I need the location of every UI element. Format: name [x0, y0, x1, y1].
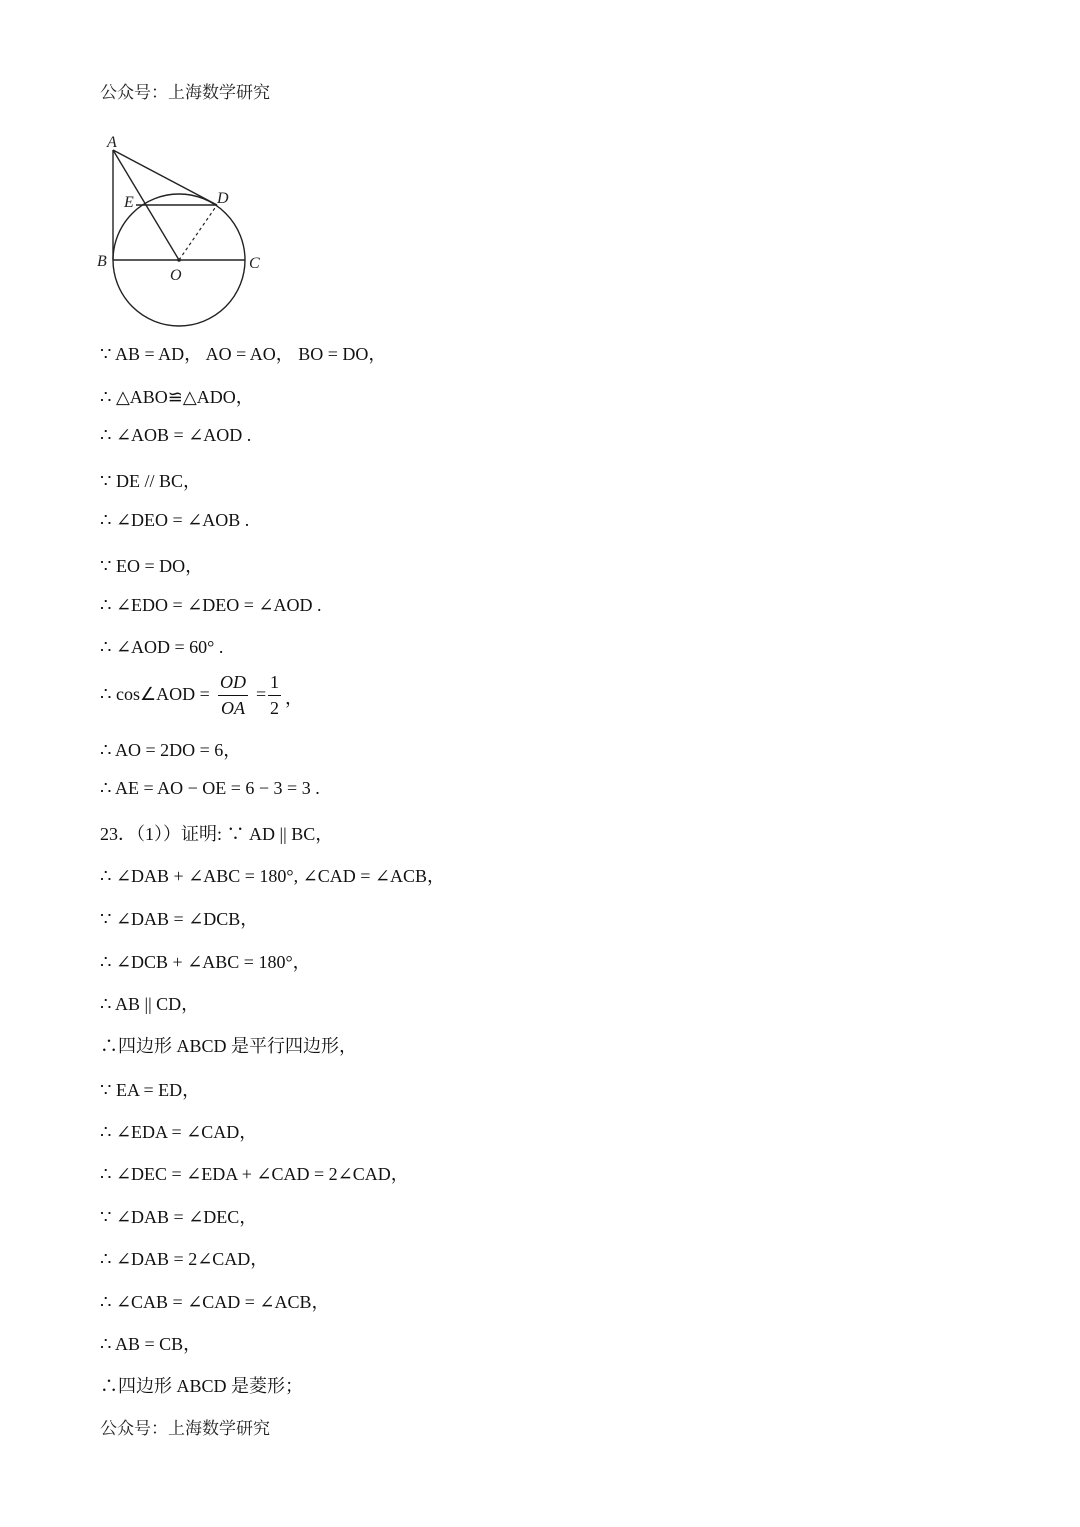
proof-line: ∴ ∠EDA = ∠CAD， — [100, 1122, 258, 1142]
fraction-numerator: 1 — [268, 672, 281, 696]
fraction-denominator: 2 — [270, 698, 279, 718]
equals-sign: = — [256, 684, 267, 704]
label-a: A — [107, 134, 117, 151]
proof-line: ∴ ∠DCB + ∠ABC = 180°， — [100, 952, 311, 972]
label-e: E — [124, 194, 134, 211]
proof-line: ∴ AB = CB， — [100, 1334, 202, 1354]
proof-line: ∴ ∠DEO = ∠AOB . — [100, 510, 250, 530]
proof-line: ∴ ∠EDO = ∠DEO = ∠AOD . — [100, 595, 322, 615]
proof-line: ∵ EA = ED， — [100, 1080, 201, 1100]
proof-line: ∴ AE = AO − OE = 6 − 3 = 3 . — [100, 778, 320, 798]
segment-od-dashed — [179, 205, 217, 260]
fraction-od-oa — [218, 672, 248, 719]
proof-line: ∴四边形 ABCD 是菱形； — [100, 1376, 304, 1396]
cos-prefix: ∴ cos∠AOD = — [100, 684, 210, 704]
proof-line: ∴ △ABO≌△ADO， — [100, 387, 254, 407]
proof-line: ∵ AB = AD， AO = AO， BO = DO， — [100, 344, 387, 364]
proof-line: ∵ DE // BC， — [100, 471, 201, 491]
fraction-one-half — [268, 672, 281, 719]
proof-line: ∴ AO = 2DO = 6， — [100, 740, 242, 760]
geometry-figure — [90, 128, 280, 338]
label-c: C — [249, 255, 260, 272]
proof-line: ∴ AB || CD， — [100, 994, 200, 1014]
proof-line: ∴ ∠AOB = ∠AOD . — [100, 425, 252, 445]
proof-line: ∴ ∠CAB = ∠CAD = ∠ACB， — [100, 1292, 330, 1312]
proof-line: ∴ ∠DAB = 2∠CAD， — [100, 1249, 269, 1269]
proof-line: ∴ ∠AOD = 60° . — [100, 637, 224, 657]
comma: ， — [285, 688, 303, 708]
proof-line: ∵ ∠DAB = ∠DEC， — [100, 1207, 258, 1227]
proof-line: ∵ ∠DAB = ∠DCB， — [100, 909, 259, 929]
fraction-denominator: OA — [221, 698, 245, 718]
proof-line: ∴四边形 ABCD 是平行四边形， — [100, 1036, 358, 1056]
page-header: 公众号：上海数学研究 — [100, 83, 270, 103]
fraction-numerator: OD — [218, 672, 248, 696]
label-o: O — [170, 267, 182, 284]
proof-line: ∵ EO = DO， — [100, 556, 204, 576]
proof-line: ∴ ∠DEC = ∠EDA + ∠CAD = 2∠CAD， — [100, 1164, 409, 1184]
label-b: B — [97, 253, 107, 270]
label-d: D — [217, 190, 229, 207]
proof-line: ∴ ∠DAB + ∠ABC = 180°, ∠CAD = ∠ACB， — [100, 866, 445, 886]
question-heading: 23．（1））证明: ∵ AD || BC， — [100, 824, 334, 844]
page-footer: 公众号：上海数学研究 — [100, 1419, 270, 1439]
center-point — [177, 258, 181, 262]
